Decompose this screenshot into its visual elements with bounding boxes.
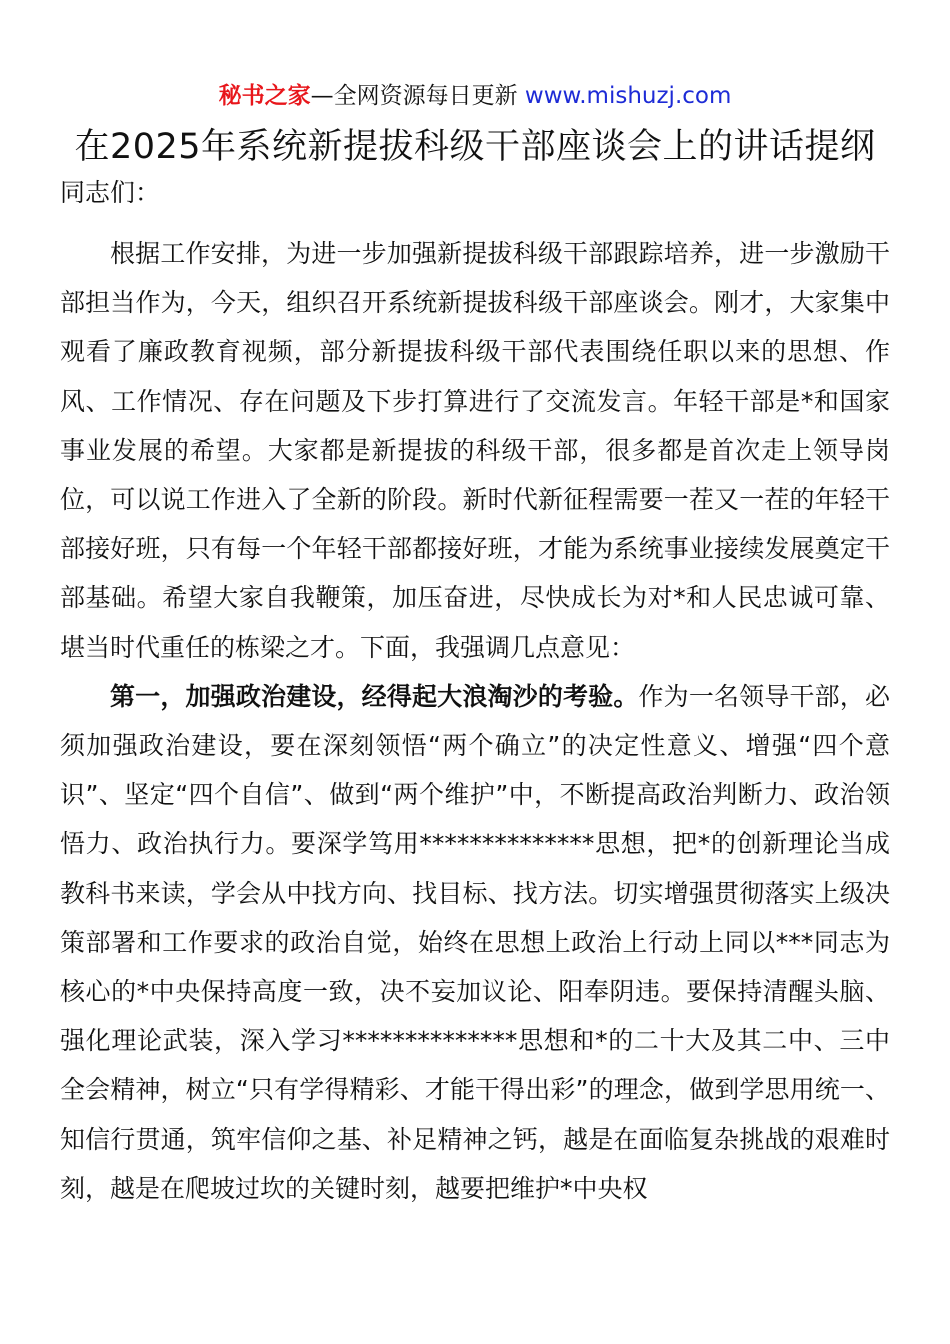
site-url-link[interactable]: www.mishuzj.com bbox=[524, 83, 732, 109]
salutation: 同志们： bbox=[60, 178, 161, 207]
paragraph-text: 作为一名领导干部，必须加强政治建设，要在深刻领悟“两个确立”的决定性意义、增强“四个意识”、坚定“四个自信”、做到“两个维护”中，不断提高政治判断力、政治领悟力、政治执行力。要深学笃用**************思想，把*的创新理论当成教科书来读，学会从中找方向、找目标、找方法。切实增强贯彻落实上级决策部署和工作要求的政治自觉，始终在思想上政治上行动上同以***同志为核心的*中央保持高度一致，决不妄加议论、阳奉阴违。要保持清醒头脑、强化理论武装，深入学习**************思想和*的二十大及其二中、三中全会精神，树立“只有学得精彩、才能干得出彩”的理念，做到学思用统一、知信行贯通，筑牢信仰之基、补足精神之钙，越是在面临复杂挑战的艰难时刻，越是在爬坡过坎的关键时刻，越要把维护*中央权 bbox=[60, 681, 890, 1203]
document-title: 在2025年系统新提拔科级干部座谈会上的讲话提纲 bbox=[74, 127, 876, 167]
document-body bbox=[60, 229, 890, 1213]
paragraph-intro bbox=[60, 229, 890, 672]
site-banner bbox=[0, 80, 950, 112]
paragraph-lead: 第一，加强政治建设，经得起大浪淘沙的考验。 bbox=[110, 681, 639, 711]
paragraph-text: 根据工作安排，为进一步加强新提拔科级干部跟踪培养，进一步激励干部担当作为，今天，组织召开系统新提拔科级干部座谈会。刚才，大家集中观看了廉政教育视频，部分新提拔科级干部代表围绕任职以来的思想、作风、工作情况、存在问题及下步打算进行了交流发言。年轻干部是*和国家事业发展的希望。大家都是新提拔的科级干部，很多都是首次走上领导岗位，可以说工作进入了全新的阶段。新时代新征程需要一茬又一茬的年轻干部接好班，只有每一个年轻干部都接好班，才能为系统事业接续发展奠定干部基础。希望大家自我鞭策，加压奋进，尽快成长为对*和人民忠诚可靠、堪当时代重任的栋梁之才。下面，我强调几点意见： bbox=[60, 239, 890, 662]
banner-tagline: —全网资源每日更新 bbox=[310, 83, 525, 109]
brand-name: 秘书之家 bbox=[218, 83, 311, 109]
paragraph-first-point bbox=[60, 672, 890, 1213]
